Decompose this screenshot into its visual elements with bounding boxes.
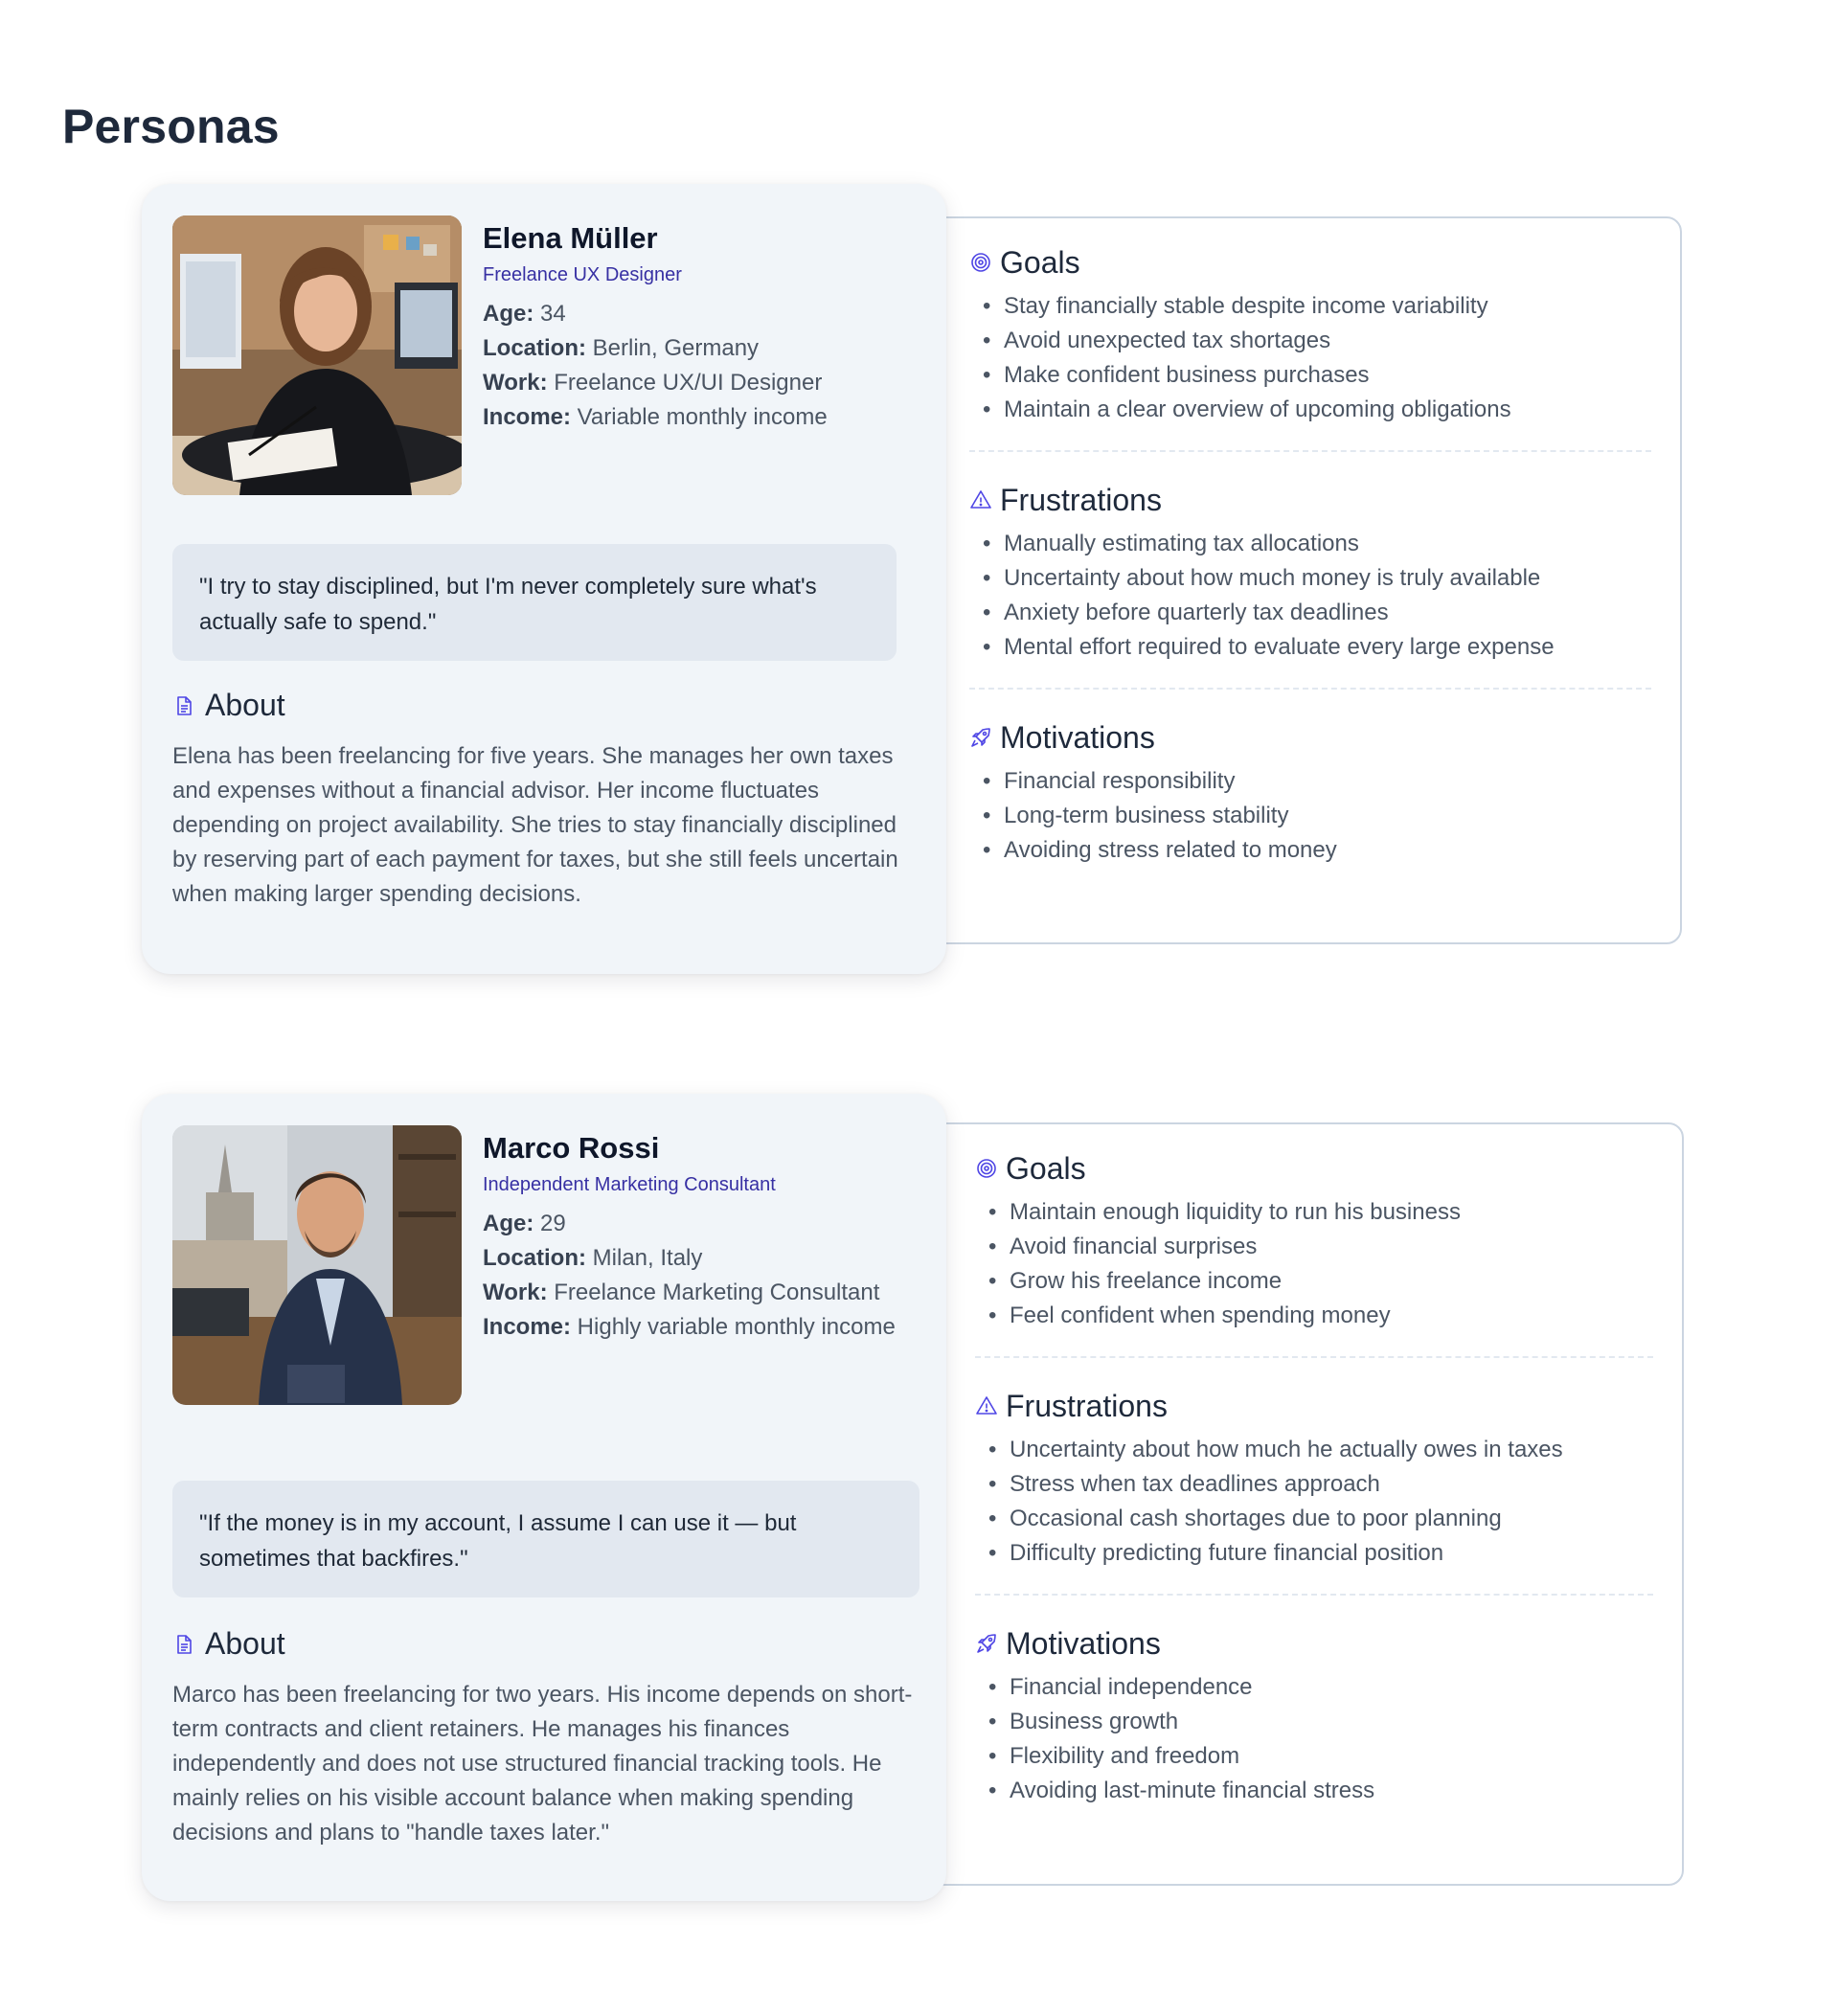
- motivations-title: Motivations: [1000, 720, 1155, 755]
- rocket-icon: [969, 726, 992, 749]
- goals-section: [975, 1149, 1653, 1356]
- document-icon: [172, 694, 195, 717]
- list-item: • Stay financially stable despite income variability: [969, 289, 1651, 324]
- fact-age: [483, 1207, 927, 1241]
- persona-profile-card: [142, 1094, 946, 1901]
- about-header: [172, 688, 285, 723]
- motivations-list: [969, 764, 1651, 868]
- persona-details-card: [925, 1122, 1684, 1886]
- persona-details-card: [920, 216, 1682, 944]
- fact-value: Variable monthly income: [571, 404, 828, 430]
- fact-label: Income:: [483, 404, 572, 430]
- list-item: • Uncertainty about how much he actually owes in taxes: [975, 1433, 1653, 1467]
- list-item: • Financial independence: [975, 1670, 1653, 1705]
- list-item: • Avoid unexpected tax shortages: [969, 324, 1651, 358]
- list-item: • Stress when tax deadlines approach: [975, 1467, 1653, 1502]
- goals-title: Goals: [1000, 245, 1080, 280]
- persona-facts: [483, 1207, 927, 1345]
- fact-work: [483, 1276, 927, 1310]
- motivations-list: [975, 1670, 1653, 1808]
- persona-info: [483, 1130, 927, 1345]
- list-item: • Avoiding last-minute financial stress: [975, 1774, 1653, 1808]
- goals-title: Goals: [1006, 1151, 1086, 1186]
- frustrations-list: [969, 527, 1651, 665]
- about-text: Marco has been freelancing for two years. His income depends on short-term contracts and client retainers. He manages his finances independently and does not use structured financial tracking tools. He mainly relies on his visible account balance when making spending decisions and plans to "handle taxes later.": [172, 1682, 913, 1846]
- list-item: • Grow his freelance income: [975, 1264, 1653, 1299]
- warning-icon: [969, 488, 992, 511]
- persona-photo: [172, 1125, 462, 1405]
- list-item: • Avoiding stress related to money: [969, 833, 1651, 868]
- fact-income: [483, 1310, 927, 1345]
- about-title: About: [205, 688, 285, 722]
- persona-role: Independent Marketing Consultant: [483, 1174, 776, 1195]
- rocket-icon: [975, 1632, 998, 1655]
- list-item: • Anxiety before quarterly tax deadlines: [969, 596, 1651, 630]
- fact-value: Berlin, Germany: [586, 335, 760, 361]
- persona-quote: "If the money is in my account, I assume I can use it — but sometimes that backfires.": [172, 1481, 920, 1597]
- target-icon: [975, 1157, 998, 1180]
- fact-location: [483, 1241, 927, 1276]
- motivations-section: [975, 1594, 1653, 1831]
- fact-work: [483, 366, 927, 400]
- list-item: • Feel confident when spending money: [975, 1299, 1653, 1333]
- fact-location: [483, 331, 927, 366]
- frustrations-title: Frustrations: [1000, 483, 1162, 517]
- list-item: • Mental effort required to evaluate every large expense: [969, 630, 1651, 665]
- list-item: • Long-term business stability: [969, 799, 1651, 833]
- list-item: • Uncertainty about how much money is truly available: [969, 561, 1651, 596]
- fact-label: Location:: [483, 1245, 586, 1271]
- list-item: • Difficulty predicting future financial position: [975, 1536, 1653, 1571]
- fact-label: Work:: [483, 1280, 548, 1305]
- goals-list: [969, 289, 1651, 427]
- persona-facts: [483, 297, 927, 435]
- fact-value: Freelance UX/UI Designer: [547, 370, 823, 396]
- list-item: • Business growth: [975, 1705, 1653, 1739]
- fact-value: 29: [534, 1211, 566, 1236]
- frustrations-list: [975, 1433, 1653, 1571]
- persona-photo: [172, 215, 462, 495]
- fact-label: Income:: [483, 1314, 572, 1340]
- persona-name: Elena Müller: [483, 221, 658, 255]
- fact-value: Freelance Marketing Consultant: [547, 1280, 880, 1305]
- persona-info: [483, 220, 927, 435]
- motivations-section: [969, 688, 1651, 891]
- fact-label: Age:: [483, 1211, 534, 1236]
- goals-list: [975, 1195, 1653, 1333]
- about-header: [172, 1626, 285, 1662]
- warning-icon: [975, 1394, 998, 1417]
- fact-label: Age:: [483, 301, 534, 327]
- list-item: • Manually estimating tax allocations: [969, 527, 1651, 561]
- persona-quote: "I try to stay disciplined, but I'm never completely sure what's actually safe to spend.": [172, 544, 897, 661]
- frustrations-section: [975, 1356, 1653, 1594]
- about-title: About: [205, 1626, 285, 1661]
- list-item: • Flexibility and freedom: [975, 1739, 1653, 1774]
- list-item: • Avoid financial surprises: [975, 1230, 1653, 1264]
- list-item: • Financial responsibility: [969, 764, 1651, 799]
- fact-income: [483, 400, 927, 435]
- fact-label: Work:: [483, 370, 548, 396]
- list-item: • Maintain a clear overview of upcoming obligations: [969, 393, 1651, 427]
- list-item: • Maintain enough liquidity to run his business: [975, 1195, 1653, 1230]
- fact-value: Highly variable monthly income: [571, 1314, 896, 1340]
- document-icon: [172, 1633, 195, 1656]
- persona-profile-card: [142, 184, 946, 974]
- persona-name: Marco Rossi: [483, 1131, 660, 1165]
- fact-value: Milan, Italy: [586, 1245, 703, 1271]
- frustrations-title: Frustrations: [1006, 1389, 1168, 1423]
- page-title: Personas: [62, 100, 280, 153]
- target-icon: [969, 251, 992, 274]
- persona-role: Freelance UX Designer: [483, 264, 682, 285]
- list-item: • Make confident business purchases: [969, 358, 1651, 393]
- fact-label: Location:: [483, 335, 586, 361]
- goals-section: [969, 243, 1651, 450]
- frustrations-section: [969, 450, 1651, 688]
- motivations-title: Motivations: [1006, 1626, 1161, 1661]
- fact-age: [483, 297, 927, 331]
- list-item: • Occasional cash shortages due to poor planning: [975, 1502, 1653, 1536]
- about-text: Elena has been freelancing for five years. She manages her own taxes and expenses without a financial advisor. Her income fluctuates depending on project availability. She tries to stay financially disciplined by reserving part of each payment for taxes, but she still feels uncertain when making larger spending decisions.: [172, 743, 898, 907]
- fact-value: 34: [534, 301, 566, 327]
